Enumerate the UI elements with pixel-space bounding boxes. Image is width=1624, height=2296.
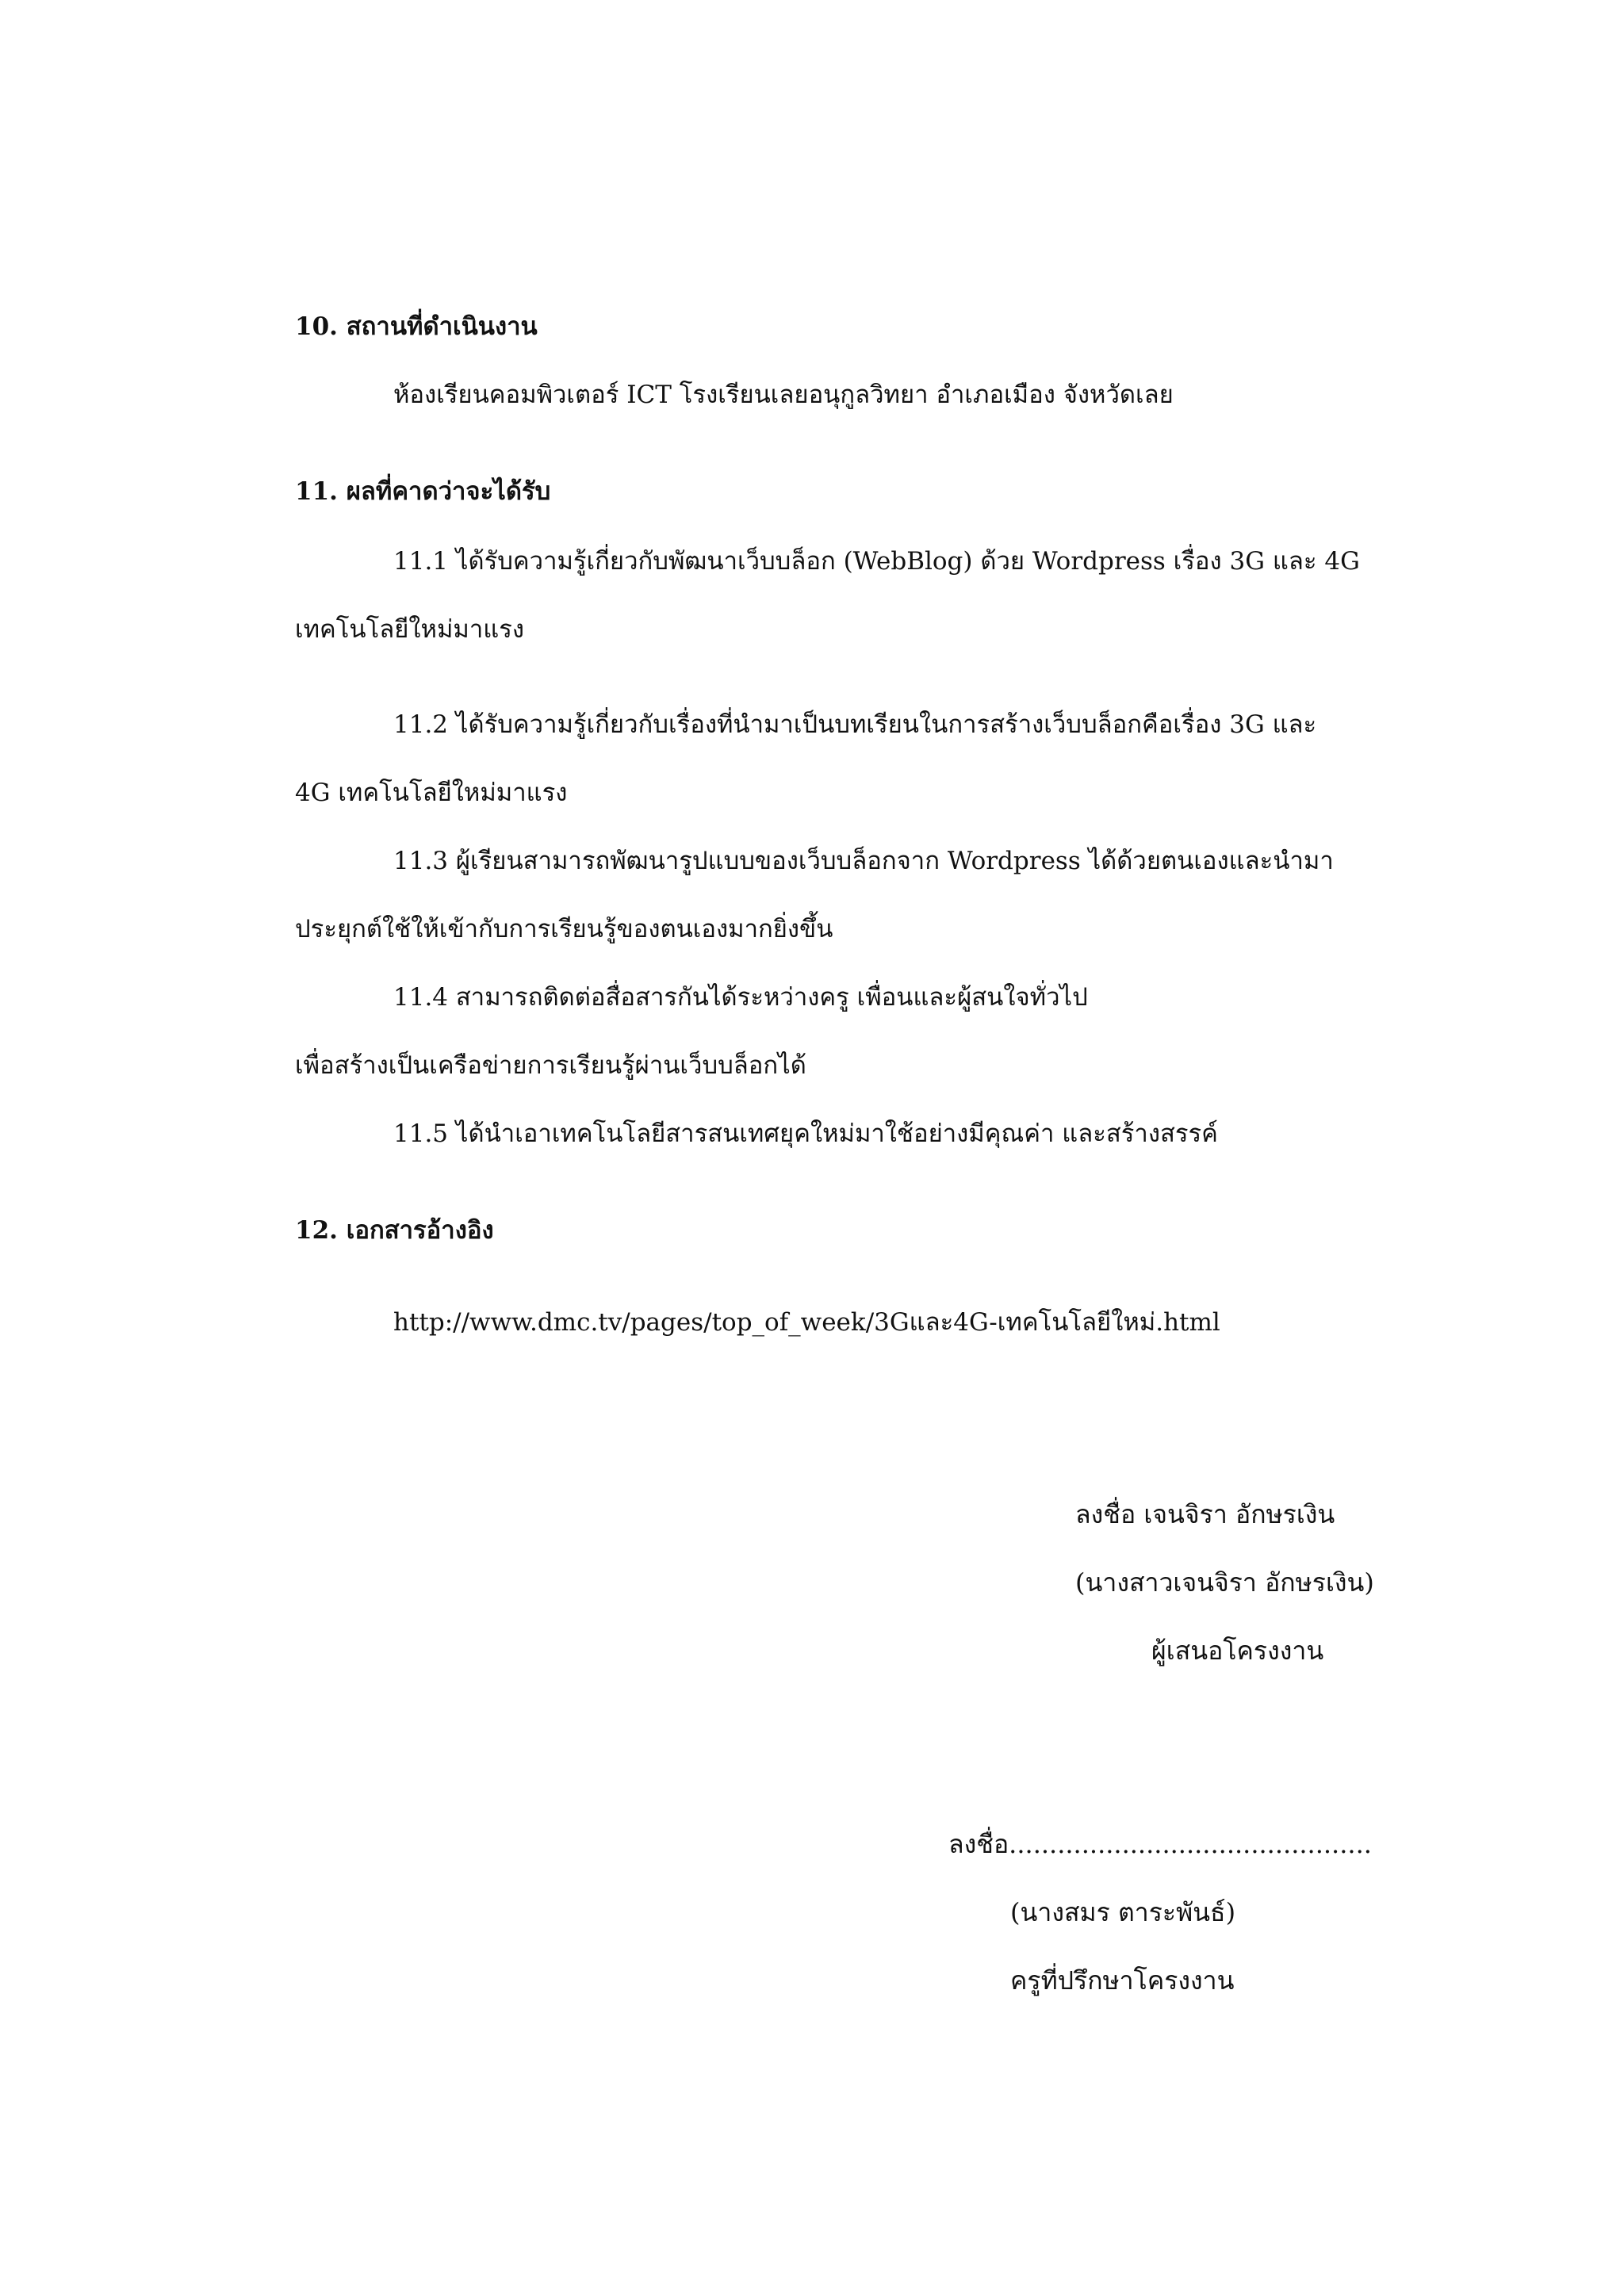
section-10-heading: 10. สถานที่ดำเนินงาน	[295, 312, 538, 341]
section-11-item-3-line-1: 11.3 ผู้เรียนสามารถพัฒนารูปแบบของเว็บบล็อกจาก Wordpress ได้ด้วยตนเองและนำมา	[393, 847, 1334, 875]
section-11-item-1-line-1: 11.1 ได้รับความรู้เกี่ยวกับพัฒนาเว็บบล็อก (WebBlog) ด้วย Wordpress เรื่อง 3G และ 4G	[393, 547, 1360, 576]
section-10-body: ห้องเรียนคอมพิวเตอร์ ICT โรงเรียนเลยอนุกูลวิทยา อำเภอเมือง จังหวัดเลย	[393, 381, 1174, 409]
section-11-item-3-line-2: ประยุกต์ใช้ให้เข้ากับการเรียนรู้ของตนเองมากยิ่งขึ้น	[295, 915, 833, 943]
section-11-item-1-line-2: เทคโนโลยีใหม่มาแรง	[295, 615, 525, 644]
proposer-sign-line: ลงชื่อ เจนจิรา อักษรเงิน	[1075, 1499, 1335, 1529]
proposer-role: ผู้เสนอโครงงาน	[1151, 1636, 1324, 1666]
section-11-item-4-line-1: 11.4 สามารถติดต่อสื่อสารกันได้ระหว่างครู เพื่อนและผู้สนใจทั่วไป	[393, 983, 1088, 1012]
advisor-role: ครูที่ปรึกษาโครงงาน	[1010, 1965, 1235, 1996]
advisor-full-name: (นางสมร ตาระพันธ์)	[1010, 1897, 1236, 1927]
section-11-item-2-line-1: 11.2 ได้รับความรู้เกี่ยวกับเรื่องที่นำมาเป็นบทเรียนในการสร้างเว็บบล็อกคือเรื่อง 3G และ	[393, 710, 1317, 739]
advisor-sign-line: ลงชื่อ.............................................	[948, 1829, 1372, 1859]
section-11-item-4-line-2: เพื่อสร้างเป็นเครือข่ายการเรียนรู้ผ่านเว็บบล็อกได้	[295, 1051, 806, 1080]
proposer-full-name: (นางสาวเจนจิรา อักษรเงิน)	[1075, 1567, 1374, 1598]
section-11-item-5-line-1: 11.5 ได้นำเอาเทคโนโลยีสารสนเทศยุคใหม่มาใช้อย่างมีคุณค่า และสร้างสรรค์	[393, 1119, 1218, 1148]
section-11-heading: 11. ผลที่คาดว่าจะได้รับ	[295, 477, 551, 506]
section-12-heading: 12. เอกสารอ้างอิง	[295, 1216, 494, 1245]
section-11-item-2-line-2: 4G เทคโนโลยีใหม่มาแรง	[295, 779, 568, 807]
reference-url: http://www.dmc.tv/pages/top_of_week/3Gและ4G-เทคโนโลยีใหม่.html	[393, 1308, 1220, 1337]
